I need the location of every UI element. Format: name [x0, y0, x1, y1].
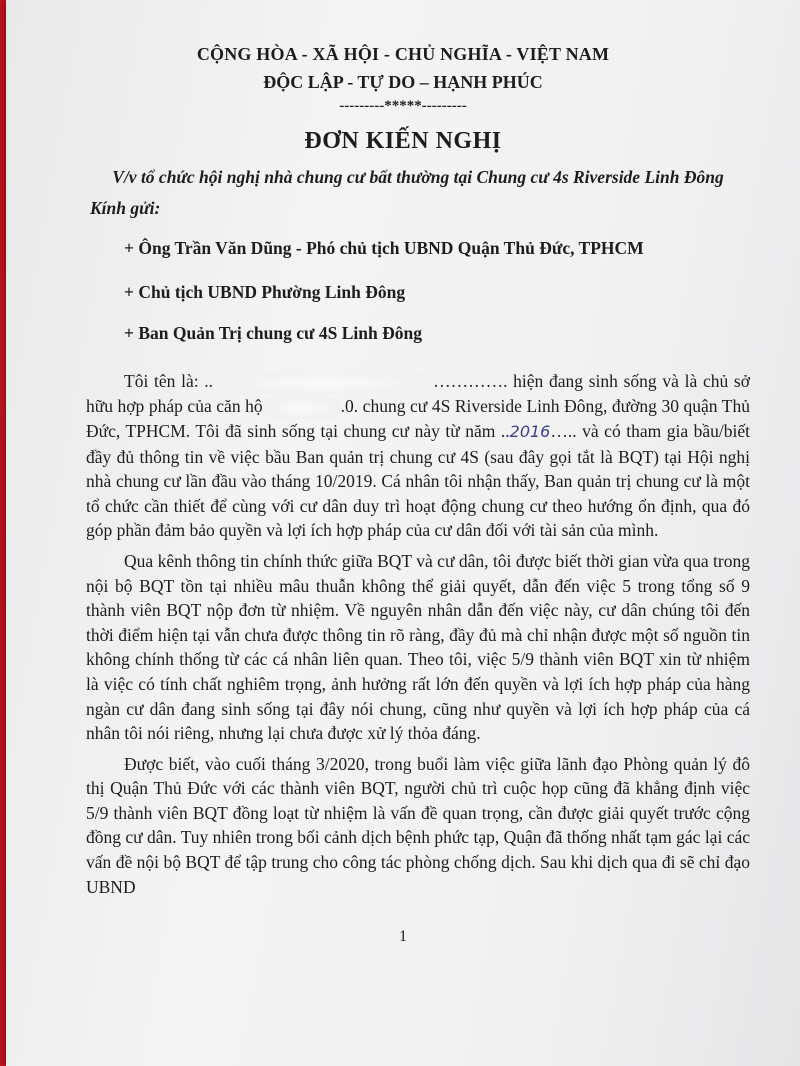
salutation: Kính gửi:: [90, 198, 161, 218]
document-subject: V/v tổ chức hội nghị nhà chung cư bất thường tại Chung cư 4s Riverside Linh Đông: [112, 167, 724, 187]
document-title: ĐƠN KIẾN NGHỊ: [304, 128, 502, 154]
paragraph-1: [86, 369, 750, 543]
redacted-name: [213, 372, 433, 394]
national-motto: ĐỘC LẬP - TỰ DO – HẠNH PHÚC: [263, 72, 543, 92]
redacted-apartment: [263, 397, 341, 419]
header-divider: ---------*****---------: [339, 98, 467, 114]
document-page: [6, 0, 800, 1066]
p1-part1: Tôi tên là: ..: [124, 371, 214, 391]
p1-part2: …………. hiện đang sinh sống và là chủ sở hữu hợp pháp của căn hộ: [86, 371, 750, 416]
p1-apt-suffix: .0.: [340, 395, 359, 416]
recipient-1: + Ông Trần Văn Dũng - Phó chủ tịch UBND Quận Thủ Đức, TPHCM: [124, 238, 644, 258]
recipient-3: + Ban Quản Trị chung cư 4S Linh Đông: [124, 323, 422, 343]
recipient-2: + Chủ tịch UBND Phường Linh Đông: [124, 282, 406, 302]
paragraph-3: Được biết, vào cuối tháng 3/2020, trong buổi làm việc giữa lãnh đạo Phòng quản lý đô thị Quận Thủ Đức với các thành viên BQT, người chủ trì cuộc họp cũng đã khẳng định việc 5/9 thành viên BQT đồng loạt từ nhiệm là vấn đề quan trọng, cần được giải quyết trước cộng đồng cư dân. Tuy nhiên trong bối cảnh dịch bệnh phức tạp, Quận đã thống nhất tạm gác lại các vấn đề nội bộ BQT để tập trung cho công tác phòng chống dịch. Sau khi dịch qua đi sẽ chỉ đạo UBND: [86, 753, 750, 897]
paragraph-2: Qua kênh thông tin chính thức giữa BQT và cư dân, tôi được biết thời gian vừa qua trong nội bộ BQT tồn tại nhiều mâu thuẫn không thể giải quyết, dẫn đến việc 5 trong tổng số 9 thành viên BQT nộp đơn từ nhiệm. Về nguyên nhân dẫn đến việc này, cư dân chúng tôi đến thời điểm hiện tại vẫn chưa được thông tin rõ ràng, đầy đủ mà chỉ nhận được một số nguồn tin không chính thống từ các cá nhân liên quan. Theo tôi, việc 5/9 thành viên BQT xin từ nhiệm là việc có tính chất nghiêm trọng, ảnh hưởng rất lớn đến quyền và lợi ích hợp pháp của hàng ngàn cư dân đang sinh sống tại đây nói chung, cũng như quyền và lợi ích hợp pháp của cá nhân tôi nói riêng, nhưng lại chưa được xử lý thỏa đáng.: [86, 550, 750, 744]
page-number: 1: [399, 928, 407, 945]
document-body: [86, 369, 750, 899]
p1-part3: chung cư 4S Riverside Linh Đông, đường 30 quận Thủ Đức, TPHCM. Tôi đã sinh sống tại chung cư này từ năm ..: [86, 395, 750, 441]
national-title: CỘNG HÒA - XÃ HỘI - CHỦ NGHĨA - VIỆT NAM: [196, 44, 610, 64]
handwritten-year: 2016: [509, 421, 551, 441]
p1-part4: ….. và có tham gia bầu/biết đầy đủ thông tin về việc bầu Ban quản trị chung cư 4S (sau đây gọi tắt là BQT) tại Hội nghị nhà chung cư lần đầu vào tháng 10/2019. Cá nhân tôi nhận thấy, Ban quản trị chung cư là một tổ chức cần thiết để cùng với cư dân duy trì hoạt động chung cư theo hướng ổn định, qua đó góp phần đảm bảo quyền và lợi ích hợp pháp của cư dân đối với tài sản của mình.: [86, 420, 751, 541]
